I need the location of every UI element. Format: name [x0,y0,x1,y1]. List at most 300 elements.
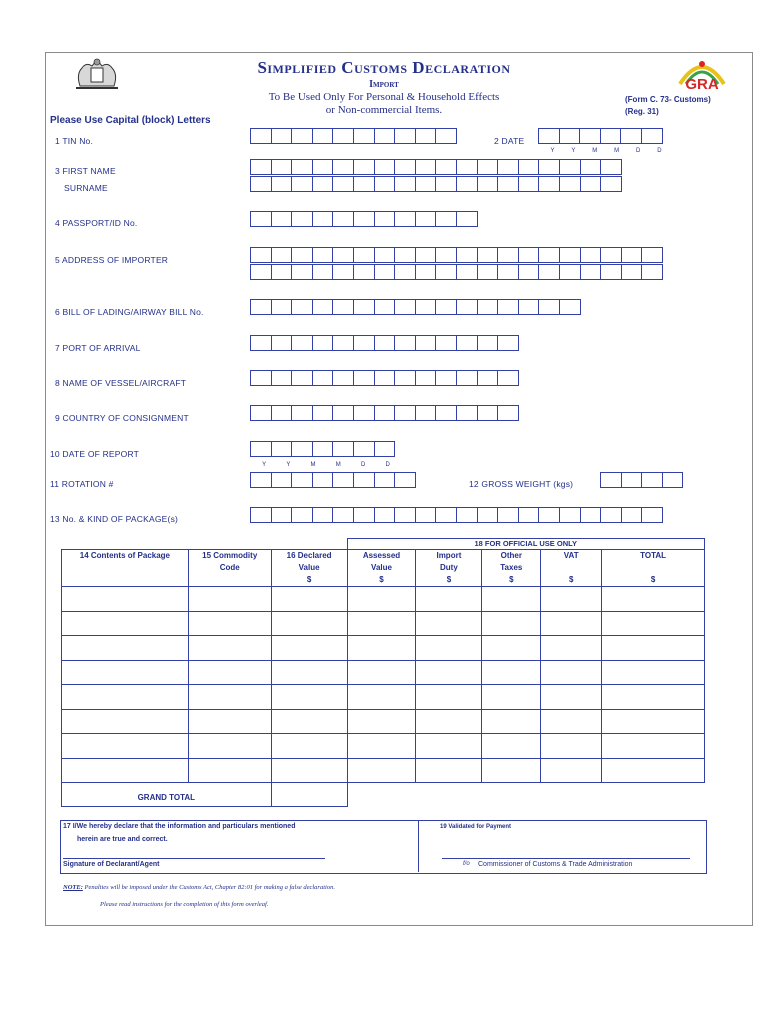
char-box[interactable] [415,247,437,263]
char-box[interactable] [332,264,354,280]
char-box[interactable] [497,405,519,421]
char-box[interactable] [580,264,602,280]
char-box[interactable] [559,299,581,315]
char-box[interactable] [250,370,272,386]
char-box[interactable] [456,405,478,421]
char-box[interactable] [456,176,478,192]
table-cell[interactable] [541,660,602,685]
surname-input[interactable] [250,176,621,192]
table-cell[interactable] [416,709,482,734]
table-cell[interactable] [188,636,271,661]
table-cell[interactable] [482,685,541,710]
column-header [271,550,347,587]
char-box[interactable] [291,299,313,315]
char-box[interactable] [580,159,602,175]
char-box[interactable] [415,370,437,386]
table-cell[interactable] [347,636,416,661]
table-cell[interactable] [62,758,189,783]
char-box[interactable] [641,507,663,523]
table-cell[interactable] [482,734,541,759]
char-box[interactable] [291,211,313,227]
char-box[interactable] [641,472,663,488]
char-box[interactable] [374,441,396,457]
char-box[interactable] [271,176,293,192]
char-box[interactable] [271,405,293,421]
char-box[interactable] [250,247,272,263]
char-box[interactable] [538,128,560,144]
char-box[interactable] [332,441,354,457]
char-box[interactable] [477,405,499,421]
char-box[interactable] [518,507,540,523]
char-box[interactable] [497,264,519,280]
table-cell[interactable] [347,685,416,710]
date-hint: Y [286,462,291,468]
date-input[interactable] [538,128,662,144]
char-box[interactable] [394,472,416,488]
char-box[interactable] [518,247,540,263]
char-box[interactable] [600,247,622,263]
char-box[interactable] [394,128,416,144]
char-box[interactable] [518,159,540,175]
table-cell[interactable] [416,587,482,612]
char-box[interactable] [415,299,437,315]
table-cell[interactable] [482,660,541,685]
char-box[interactable] [559,264,581,280]
table-cell[interactable] [347,611,416,636]
char-box[interactable] [641,128,663,144]
char-box[interactable] [374,299,396,315]
char-box[interactable] [600,264,622,280]
char-box[interactable] [477,299,499,315]
table-cell[interactable] [541,587,602,612]
char-box[interactable] [600,176,622,192]
char-box[interactable] [291,128,313,144]
char-box[interactable] [600,507,622,523]
column-header-line: 16 Declared [286,551,332,560]
char-box[interactable] [621,264,643,280]
char-box[interactable] [435,335,457,351]
char-box[interactable] [332,176,354,192]
char-box[interactable] [435,247,457,263]
char-box[interactable] [415,405,437,421]
char-box[interactable] [497,299,519,315]
char-box[interactable] [250,264,272,280]
table-cell[interactable] [62,636,189,661]
table-cell[interactable] [482,636,541,661]
char-box[interactable] [250,159,272,175]
char-box[interactable] [312,335,334,351]
char-box[interactable] [580,176,602,192]
char-box[interactable] [641,264,663,280]
char-box[interactable] [435,370,457,386]
char-box[interactable] [291,159,313,175]
char-box[interactable] [332,247,354,263]
char-box[interactable] [271,299,293,315]
char-box[interactable] [394,405,416,421]
table-cell[interactable] [416,758,482,783]
char-box[interactable] [271,211,293,227]
char-box[interactable] [332,299,354,315]
table-cell[interactable] [602,734,705,759]
table-cell[interactable] [271,660,347,685]
char-box[interactable] [394,299,416,315]
date-of-report-input[interactable] [250,441,394,457]
column-header-line: 14 Contents of Package [79,551,170,560]
char-box[interactable] [312,370,334,386]
char-box[interactable] [291,405,313,421]
char-box[interactable] [291,247,313,263]
char-box[interactable] [332,128,354,144]
char-box[interactable] [456,335,478,351]
char-box[interactable] [332,211,354,227]
char-box[interactable] [374,159,396,175]
char-box[interactable] [435,176,457,192]
table-cell[interactable] [541,611,602,636]
char-box[interactable] [353,264,375,280]
table-cell[interactable] [602,660,705,685]
char-box[interactable] [415,128,437,144]
table-cell[interactable] [602,611,705,636]
char-box[interactable] [538,264,560,280]
char-box[interactable] [394,335,416,351]
char-box[interactable] [271,159,293,175]
char-box[interactable] [559,159,581,175]
char-box[interactable] [621,247,643,263]
char-box[interactable] [435,405,457,421]
tin-input[interactable] [250,128,456,144]
table-cell[interactable] [602,709,705,734]
char-box[interactable] [518,264,540,280]
char-box[interactable] [477,264,499,280]
char-box[interactable] [579,128,601,144]
char-box[interactable] [538,247,560,263]
char-box[interactable] [353,405,375,421]
char-box[interactable] [456,159,478,175]
column-header-line: Assessed [362,551,401,560]
country-input[interactable] [250,405,518,421]
char-box[interactable] [374,507,396,523]
table-body [62,587,705,783]
char-box[interactable] [456,211,478,227]
port-of-arrival-label: 7 PORT OF ARRIVAL [55,343,141,353]
char-box[interactable] [456,507,478,523]
subtitle-line2: or Non-commercial Items. [325,104,443,116]
char-box[interactable] [477,176,499,192]
table-cell[interactable] [602,636,705,661]
char-box[interactable] [394,370,416,386]
char-box[interactable] [538,176,560,192]
char-box[interactable] [415,211,437,227]
char-box[interactable] [374,405,396,421]
table-cell[interactable] [347,758,416,783]
char-box[interactable] [312,299,334,315]
first-name-input[interactable] [250,159,621,175]
instruction-text: Please Use Capital (block) Letters [50,115,211,126]
char-box[interactable] [435,211,457,227]
table-cell[interactable] [482,587,541,612]
vessel-label: 8 NAME OF VESSEL/AIRCRAFT [55,378,187,388]
table-cell[interactable] [416,636,482,661]
char-box[interactable] [312,441,334,457]
char-box[interactable] [394,211,416,227]
char-box[interactable] [374,264,396,280]
table-cell[interactable] [482,758,541,783]
char-box[interactable] [415,335,437,351]
char-box[interactable] [250,507,272,523]
char-box[interactable] [374,128,396,144]
char-box[interactable] [435,507,457,523]
char-box[interactable] [394,264,416,280]
column-header-line [602,562,704,574]
date-hint: D [635,148,641,154]
table-cell[interactable] [62,611,189,636]
packages-label: 13 No. & KIND OF PACKAGE(s) [50,514,179,524]
char-box[interactable] [641,247,663,263]
char-box[interactable] [353,370,375,386]
char-box[interactable] [538,507,560,523]
char-box[interactable] [353,159,375,175]
char-box[interactable] [291,264,313,280]
port-of-arrival-input[interactable] [250,335,518,351]
char-box[interactable] [620,128,642,144]
char-box[interactable] [456,247,478,263]
bill-of-lading-label: 6 BILL OF LADING/AIRWAY BILL No. [55,307,204,317]
char-box[interactable] [271,128,293,144]
char-box[interactable] [312,176,334,192]
table-cell[interactable] [188,734,271,759]
table-cell[interactable] [602,587,705,612]
char-box[interactable] [353,507,375,523]
passport-input[interactable] [250,211,477,227]
table-cell[interactable] [347,587,416,612]
table-cell[interactable] [347,734,416,759]
vessel-input[interactable] [250,370,518,386]
char-box[interactable] [600,472,622,488]
char-box[interactable] [435,159,457,175]
char-box[interactable] [559,176,581,192]
char-box[interactable] [518,299,540,315]
char-box[interactable] [271,247,293,263]
table-cell[interactable] [271,611,347,636]
char-box[interactable] [353,299,375,315]
char-box[interactable] [312,405,334,421]
char-box[interactable] [291,370,313,386]
grand-total-label: GRAND TOTAL [62,783,272,807]
char-box[interactable] [394,507,416,523]
char-box[interactable] [477,370,499,386]
char-box[interactable] [353,472,375,488]
address-input-line2[interactable] [250,264,662,280]
table-cell[interactable] [416,611,482,636]
char-box[interactable] [291,441,313,457]
char-box[interactable] [312,264,334,280]
table-cell[interactable] [62,734,189,759]
table-cell[interactable] [271,685,347,710]
char-box[interactable] [477,335,499,351]
char-box[interactable] [332,335,354,351]
table-cell[interactable] [482,611,541,636]
table-cell[interactable] [62,685,189,710]
table-cell[interactable] [188,709,271,734]
char-box[interactable] [477,247,499,263]
table-cell[interactable] [188,758,271,783]
char-box[interactable] [580,247,602,263]
char-box[interactable] [456,264,478,280]
table-cell[interactable] [416,734,482,759]
char-box[interactable] [456,299,478,315]
table-cell[interactable] [416,660,482,685]
table-cell[interactable] [602,685,705,710]
char-box[interactable] [353,441,375,457]
char-box[interactable] [374,370,396,386]
char-box[interactable] [332,472,354,488]
char-box[interactable] [456,370,478,386]
char-box[interactable] [250,211,272,227]
char-box[interactable] [497,176,519,192]
declaration-text-line1: 17 I/We hereby declare that the information and particulars mentioned [63,823,296,830]
char-box[interactable] [600,159,622,175]
char-box[interactable] [621,472,643,488]
char-box[interactable] [559,507,581,523]
char-box[interactable] [394,247,416,263]
table-cell[interactable] [62,709,189,734]
table-cell[interactable] [188,685,271,710]
char-box[interactable] [580,507,602,523]
char-box[interactable] [353,128,375,144]
char-box[interactable] [497,370,519,386]
char-box[interactable] [312,159,334,175]
char-box[interactable] [497,159,519,175]
char-box[interactable] [353,335,375,351]
table-cell[interactable] [541,709,602,734]
char-box[interactable] [291,472,313,488]
char-box[interactable] [435,264,457,280]
char-box[interactable] [415,264,437,280]
char-box[interactable] [538,159,560,175]
char-box[interactable] [353,211,375,227]
char-box[interactable] [497,247,519,263]
char-box[interactable] [271,441,293,457]
table-cell[interactable] [188,587,271,612]
declaration-text-line2: herein are true and correct. [77,836,168,843]
char-box[interactable] [374,472,396,488]
bill-of-lading-input[interactable] [250,299,580,315]
char-box[interactable] [435,128,457,144]
char-box[interactable] [394,176,416,192]
char-box[interactable] [250,472,272,488]
char-box[interactable] [312,211,334,227]
char-box[interactable] [497,335,519,351]
signature-label: Signature of Declarant/Agent [63,861,160,868]
table-cell[interactable] [62,587,189,612]
table-cell[interactable] [271,587,347,612]
char-box[interactable] [291,507,313,523]
char-box[interactable] [374,247,396,263]
char-box[interactable] [353,247,375,263]
char-box[interactable] [415,176,437,192]
char-box[interactable] [291,176,313,192]
char-box[interactable] [600,128,622,144]
char-box[interactable] [250,405,272,421]
packages-input[interactable] [250,507,662,523]
report-date-hints [252,462,400,468]
char-box[interactable] [271,264,293,280]
rotation-label: 11 ROTATION # [50,479,114,489]
char-box[interactable] [271,507,293,523]
char-box[interactable] [312,507,334,523]
table-cell[interactable] [541,685,602,710]
table-cell[interactable] [482,709,541,734]
table-cell[interactable] [541,734,602,759]
char-box[interactable] [332,370,354,386]
char-box[interactable] [477,159,499,175]
char-box[interactable] [477,507,499,523]
char-box[interactable] [250,335,272,351]
char-box[interactable] [538,299,560,315]
table-cell[interactable] [541,758,602,783]
char-box[interactable] [332,507,354,523]
char-box[interactable] [312,472,334,488]
rotation-input[interactable] [250,472,415,488]
gross-weight-input[interactable] [600,472,682,488]
char-box[interactable] [271,370,293,386]
char-box[interactable] [312,128,334,144]
column-header [62,550,189,587]
table-cell[interactable] [271,709,347,734]
address-input-line1[interactable] [250,247,662,263]
table-cell[interactable] [188,660,271,685]
char-box[interactable] [394,159,416,175]
char-box[interactable] [332,405,354,421]
char-box[interactable] [559,128,581,144]
char-box[interactable] [312,247,334,263]
char-box[interactable] [353,176,375,192]
table-cell[interactable] [188,611,271,636]
char-box[interactable] [374,211,396,227]
date-of-report-label: 10 DATE OF REPORT [50,449,140,459]
table-cell[interactable] [271,758,347,783]
grand-total-declared-cell[interactable] [271,783,347,807]
char-box[interactable] [518,176,540,192]
char-box[interactable] [497,507,519,523]
char-box[interactable] [374,176,396,192]
table-cell[interactable] [347,660,416,685]
table-cell[interactable] [602,758,705,783]
char-box[interactable] [559,247,581,263]
char-box[interactable] [662,472,684,488]
char-box[interactable] [250,299,272,315]
char-box[interactable] [415,159,437,175]
table-cell[interactable] [416,685,482,710]
char-box[interactable] [332,159,354,175]
table-cell[interactable] [347,709,416,734]
table-cell[interactable] [271,636,347,661]
column-header-line: Other [500,551,522,560]
char-box[interactable] [291,335,313,351]
char-box[interactable] [271,472,293,488]
char-box[interactable] [374,335,396,351]
char-box[interactable] [435,299,457,315]
char-box[interactable] [250,441,272,457]
table-cell[interactable] [271,734,347,759]
char-box[interactable] [415,507,437,523]
char-box[interactable] [271,335,293,351]
table-cell[interactable] [62,660,189,685]
char-box[interactable] [250,128,272,144]
char-box[interactable] [250,176,272,192]
table-cell[interactable] [541,636,602,661]
char-box[interactable] [621,507,643,523]
